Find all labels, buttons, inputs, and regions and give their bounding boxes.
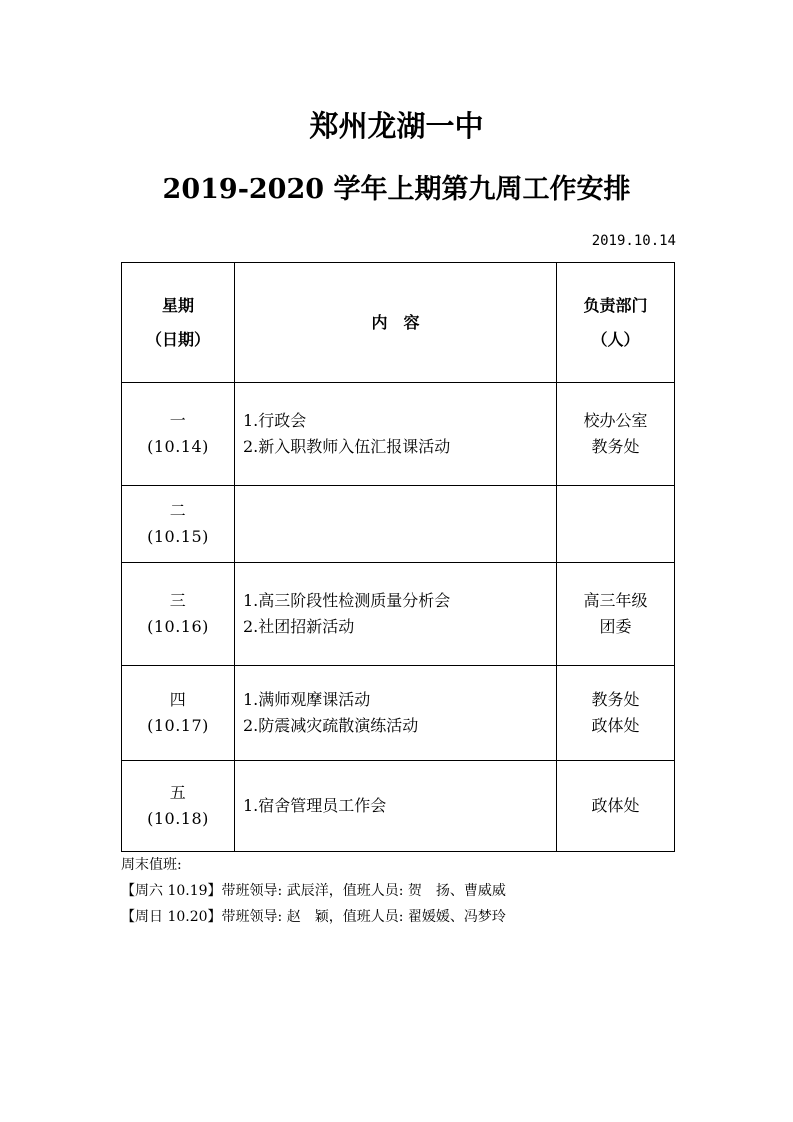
content-cell: [235, 383, 557, 486]
content-item: 2.社团招新活动: [243, 617, 355, 636]
content-item: 1.行政会: [243, 411, 307, 430]
content-cell: [235, 563, 557, 666]
weekend-line-saturday: 【周六 10.19】带班领导: 武辰洋，值班人员: 贺 扬、曹威威: [121, 883, 506, 899]
document-title: 2019-2020 学年上期第九周工作安排: [162, 174, 631, 205]
header-weekday-line2: （日期）: [145, 329, 210, 349]
dept-item: 校办公室: [583, 411, 648, 430]
content-item: 2.防震减灾疏散演练活动: [243, 716, 419, 735]
dept-item: 教务处: [591, 690, 640, 709]
document-date: 2019.10.14: [591, 233, 676, 249]
header-dept: [557, 263, 675, 383]
date-label: (10.15): [147, 527, 209, 546]
table-row: [122, 383, 675, 486]
school-title: 郑州龙湖一中: [309, 109, 484, 143]
weekend-duty: [121, 852, 506, 930]
content-cell: [235, 761, 557, 852]
day-cell: [122, 383, 235, 486]
date-label: (10.18): [147, 809, 209, 828]
content-item: 1.满师观摩课活动: [243, 690, 371, 709]
day-cell: [122, 563, 235, 666]
header-content: [235, 263, 557, 383]
dept-cell: [557, 761, 675, 852]
header-dept-line1: 负责部门: [583, 295, 648, 315]
table-row: [122, 486, 675, 563]
weekend-heading: 周末值班:: [121, 857, 182, 873]
dept-cell: [557, 563, 675, 666]
table-row: [122, 666, 675, 761]
date-label: (10.16): [147, 617, 209, 636]
day-cell: [122, 761, 235, 852]
header-content-label: 内 容: [371, 312, 420, 332]
weekday-label: 三: [169, 591, 187, 610]
table-row: [122, 761, 675, 852]
weekday-label: 四: [169, 690, 187, 709]
dept-cell: [557, 666, 675, 761]
table-header-row: [122, 263, 675, 383]
day-cell: [122, 486, 235, 563]
date-label: (10.14): [147, 437, 209, 456]
day-cell: [122, 666, 235, 761]
weekday-label: 一: [169, 411, 187, 430]
content-cell: [235, 486, 557, 563]
weekend-line-sunday: 【周日 10.20】带班领导: 赵 颖，值班人员: 翟媛媛、冯梦玲: [121, 909, 506, 925]
weekday-label: 五: [169, 783, 187, 802]
content-item: 2.新入职教师入伍汇报课活动: [243, 437, 451, 456]
dept-item: 政体处: [591, 716, 640, 735]
content-item: 1.高三阶段性检测质量分析会: [243, 591, 451, 610]
header-weekday: [122, 263, 235, 383]
date-label: (10.17): [147, 716, 209, 735]
dept-cell: [557, 486, 675, 563]
content-cell: [235, 666, 557, 761]
header-weekday-line1: 星期: [161, 295, 194, 315]
header-dept-line2: （人）: [591, 329, 640, 349]
dept-cell: [557, 383, 675, 486]
content-item: 1.宿舍管理员工作会: [243, 796, 387, 815]
dept-item: 高三年级: [583, 591, 648, 610]
table-row: [122, 563, 675, 666]
dept-item: 教务处: [591, 437, 640, 456]
dept-item: 团委: [599, 617, 632, 636]
dept-item: 政体处: [591, 796, 640, 815]
weekday-label: 二: [169, 501, 187, 520]
schedule-table: [121, 262, 675, 852]
